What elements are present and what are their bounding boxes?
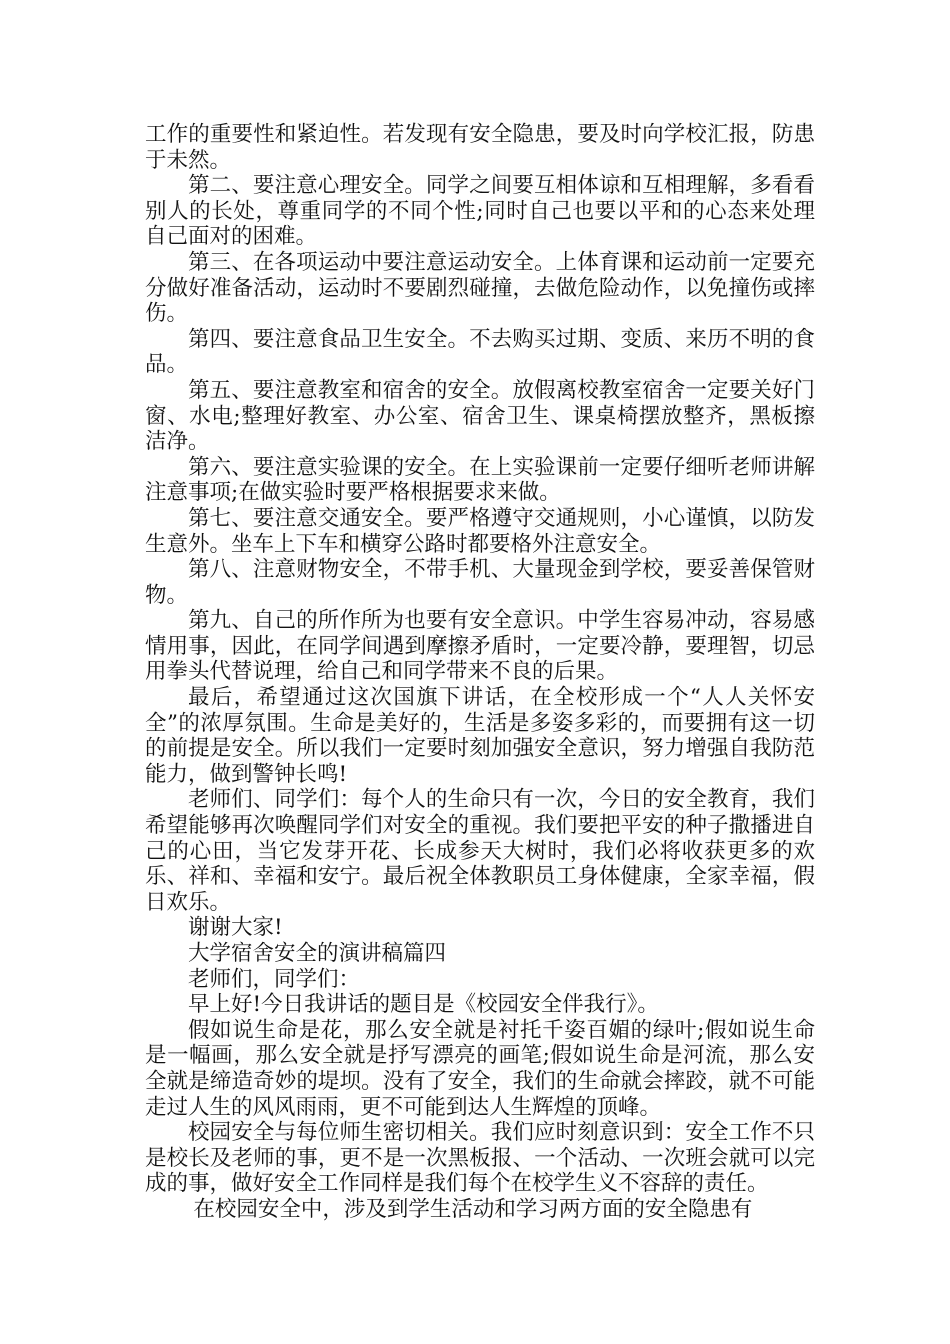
- paragraph: 第二、要注意心理安全。同学之间要互相体谅和互相理解，多看看别人的长处，尊重同学的不同个性;同时自己也要以平和的心态来处理自己面对的困难。: [145, 173, 815, 250]
- paragraph: 最后，希望通过这次国旗下讲话，在全校形成一个“人人关怀安全”的浓厚氛围。生命是美好的，生活是多姿多彩的，而要拥有这一切的前提是安全。所以我们一定要时刻加强安全意识，努力增强自我防范能力，做到警钟长鸣!: [145, 685, 815, 787]
- closing-line: 谢谢大家!: [188, 915, 283, 941]
- paragraph: 第七、要注意交通安全。要严格遵守交通规则，小心谨慎，以防发生意外。坐车上下车和横穿公路时都要格外注意安全。: [145, 505, 815, 557]
- paragraph: 第六、要注意实验课的安全。在上实验课前一定要仔细听老师讲解注意事项;在做实验时要严格根据要求来做。: [145, 454, 815, 506]
- paragraph: 工作的重要性和紧迫性。若发现有安全隐患，要及时向学校汇报，防患于未然。: [145, 122, 815, 173]
- document-body: [145, 122, 815, 1223]
- section-heading: 大学宿舍安全的演讲稿篇四: [188, 941, 447, 966]
- paragraph: 校园安全与每位师生密切相关。我们应时刻意识到：安全工作不只是校长及老师的事，更不是一次黑板报、一个活动、一次班会就可以完成的事，做好安全工作同样是我们每个在校学生义不容辞的责任。: [145, 1120, 815, 1197]
- paragraph: 第四、要注意食品卫生安全。不去购买过期、变质、来历不明的食品。: [145, 326, 815, 378]
- paragraph: 假如说生命是花，那么安全就是衬托千姿百媚的绿叶;假如说生命是一幅画，那么安全就是抒写漂亮的画笔;假如说生命是河流，那么安全就是缔造奇妙的堤坝。没有了安全，我们的生命就会摔跤，就不可能走过人生的风风雨雨，更不可能到达人生辉煌的顶峰。: [145, 1017, 815, 1120]
- paragraph: 第五、要注意教室和宿舍的安全。放假离校教室宿舍一定要关好门窗、水电;整理好教室、办公室、宿舍卫生、课桌椅摆放整齐，黑板擦洁净。: [145, 377, 815, 455]
- paragraph: 第八、注意财物安全，不带手机、大量现金到学校，要妥善保管财物。: [145, 557, 815, 608]
- salutation: 老师们，同学们：: [188, 966, 361, 992]
- paragraph: 老师们、同学们：每个人的生命只有一次，今日的安全教育，我们希望能够再次唤醒同学们对安全的重视。我们要把平安的种子撒播进自己的心田，当它发芽开花、长成参天大树时，我们必将收获更多的欢乐、祥和、幸福和安宁。最后祝全体教职员工身体健康，全家幸福，假日欢乐。: [145, 787, 815, 915]
- paragraph: 第三、在各项运动中要注意运动安全。上体育课和运动前一定要充分做好准备活动，运动时不要剧烈碰撞，去做危险动作，以免撞伤或摔伤。: [145, 249, 815, 327]
- paragraph: 在校园安全中，涉及到学生活动和学习两方面的安全隐患有: [193, 1196, 753, 1222]
- paragraph: 第九、自己的所作所为也要有安全意识。中学生容易冲动，容易感情用事，因此，在同学间遇到摩擦矛盾时，一定要冷静，要理智，切忌用拳头代替说理，给自己和同学带来不良的后果。: [145, 608, 815, 685]
- greeting-line: 早上好!今日我讲话的题目是《校园安全伴我行》。: [188, 992, 659, 1018]
